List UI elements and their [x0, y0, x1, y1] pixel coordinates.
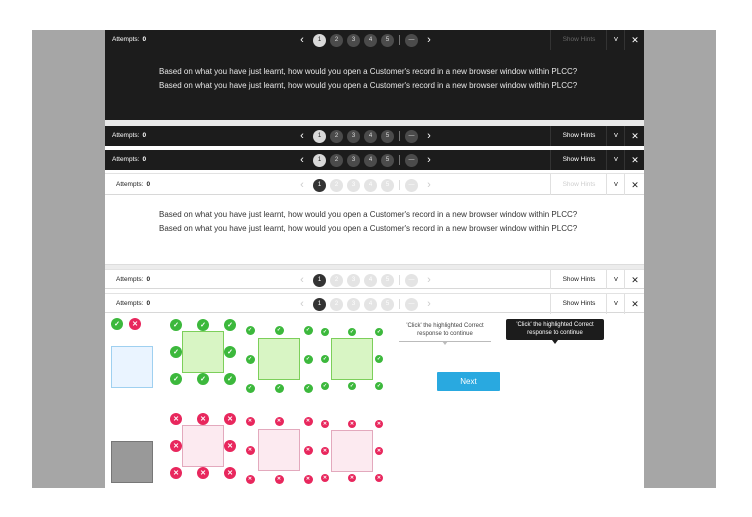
chevron-down-icon[interactable]: ˅ — [606, 126, 625, 146]
check-icon: ✓ — [246, 355, 255, 364]
cross-icon: ✕ — [322, 475, 328, 481]
show-hints-button[interactable]: Show Hints — [550, 174, 607, 196]
check-icon: ✓ — [349, 329, 355, 335]
divider — [399, 35, 400, 45]
prev-page-icon[interactable]: ‹ — [300, 154, 304, 166]
cross-icon: ✕ — [170, 413, 182, 425]
next-page-icon[interactable]: › — [427, 130, 431, 142]
show-hints-button[interactable]: Show Hints — [550, 270, 607, 290]
check-icon: ✓ — [349, 383, 355, 389]
next-button[interactable]: Next — [437, 372, 500, 391]
check-icon: ✓ — [224, 319, 236, 331]
correct-answer-box — [182, 331, 224, 373]
check-icon: ✓ — [111, 318, 123, 330]
cross-icon: ✕ — [224, 467, 236, 479]
chevron-down-icon[interactable]: ˅ — [606, 174, 625, 196]
question-panel-dark — [105, 50, 644, 120]
check-icon: ✓ — [197, 319, 209, 331]
page-2[interactable]: 2 — [330, 298, 343, 311]
page-more[interactable]: — — [405, 179, 418, 192]
page-2[interactable]: 2 — [330, 274, 343, 287]
incorrect-answer-box — [182, 425, 224, 467]
next-page-icon[interactable]: › — [427, 274, 431, 286]
page-5[interactable]: 5 — [381, 34, 394, 47]
page-1[interactable]: 1 — [313, 154, 326, 167]
divider — [399, 155, 400, 165]
page-4[interactable]: 4 — [364, 179, 377, 192]
check-icon: ✓ — [322, 356, 328, 362]
check-icon: ✓ — [246, 384, 255, 393]
cross-icon: ✕ — [304, 417, 313, 426]
page-5[interactable]: 5 — [381, 274, 394, 287]
page-5[interactable]: 5 — [381, 154, 394, 167]
attempts-counter: Attempts: 0 — [116, 300, 151, 307]
cross-icon: ✕ — [170, 440, 182, 452]
cross-icon: ✕ — [376, 475, 382, 481]
attempts-counter: Attempts: 0 — [116, 276, 151, 283]
question-text: Based on what you have just learnt, how would you open a Customer's record in a new browser window within PLCC? Based on what you have just learnt, how would you open a Customer's record in a new browser window within PLCC? — [159, 67, 578, 90]
chevron-down-icon[interactable]: ˅ — [606, 270, 625, 290]
question-bar-light-3 — [105, 293, 644, 313]
divider — [399, 275, 400, 285]
attempts-counter: Attempts: 0 — [112, 156, 147, 163]
page-1[interactable]: 1 — [313, 274, 326, 287]
page-3[interactable]: 3 — [347, 154, 360, 167]
page-3[interactable]: 3 — [347, 130, 360, 143]
correct-answer-box — [258, 338, 300, 380]
pagination — [295, 270, 436, 290]
page-more[interactable]: — — [405, 298, 418, 311]
page-5[interactable]: 5 — [381, 179, 394, 192]
question-panel-light — [105, 195, 644, 265]
check-icon: ✓ — [304, 384, 313, 393]
check-icon: ✓ — [197, 373, 209, 385]
cross-icon: ✕ — [376, 448, 382, 454]
page-2[interactable]: 2 — [330, 34, 343, 47]
next-page-icon[interactable]: › — [427, 34, 431, 46]
cross-icon: ✕ — [322, 448, 328, 454]
check-icon: ✓ — [322, 329, 328, 335]
next-page-icon[interactable]: › — [427, 298, 431, 310]
prev-page-icon[interactable]: ‹ — [300, 179, 304, 191]
page-3[interactable]: 3 — [347, 274, 360, 287]
page-more[interactable]: — — [405, 274, 418, 287]
question-bar-dark-3 — [105, 150, 644, 170]
cross-icon: ✕ — [197, 413, 209, 425]
divider — [399, 180, 400, 190]
check-icon: ✓ — [376, 356, 382, 362]
check-icon: ✓ — [224, 346, 236, 358]
check-icon: ✓ — [376, 329, 382, 335]
cross-icon: ✕ — [224, 440, 236, 452]
cross-icon: ✕ — [246, 446, 255, 455]
question-bar-dark-1 — [105, 30, 644, 50]
check-icon: ✓ — [170, 346, 182, 358]
question-bar-dark-2 — [105, 126, 644, 146]
page-1[interactable]: 1 — [313, 34, 326, 47]
cross-icon: ✕ — [349, 421, 355, 427]
check-icon: ✓ — [322, 383, 328, 389]
show-hints-button[interactable]: Show Hints — [550, 126, 607, 146]
close-icon[interactable]: ✕ — [624, 174, 644, 196]
attempts-counter: Attempts: 0 — [112, 36, 147, 43]
correct-answer-box — [331, 338, 373, 380]
page-4[interactable]: 4 — [364, 298, 377, 311]
cross-icon: ✕ — [275, 417, 284, 426]
page-5[interactable]: 5 — [381, 298, 394, 311]
check-icon: ✓ — [170, 319, 182, 331]
chevron-down-icon[interactable]: ˅ — [606, 150, 625, 170]
page-2[interactable]: 2 — [330, 154, 343, 167]
hint-tooltip-dark: 'Click' the highlighted Correct response to continue — [506, 319, 604, 340]
component-sheet — [105, 30, 644, 488]
page-more[interactable]: — — [405, 130, 418, 143]
page-1[interactable]: 1 — [313, 298, 326, 311]
check-icon: ✓ — [275, 384, 284, 393]
page-4[interactable]: 4 — [364, 34, 377, 47]
check-icon: ✓ — [376, 383, 382, 389]
page-4[interactable]: 4 — [364, 130, 377, 143]
cross-icon: ✕ — [246, 475, 255, 484]
chevron-down-icon[interactable]: ˅ — [606, 294, 625, 314]
show-hints-button[interactable]: Show Hints — [550, 30, 607, 50]
prev-page-icon[interactable]: ‹ — [300, 274, 304, 286]
cross-icon: ✕ — [376, 421, 382, 427]
page-4[interactable]: 4 — [364, 274, 377, 287]
incorrect-answer-box — [331, 430, 373, 472]
chevron-down-icon[interactable]: ˅ — [606, 30, 625, 50]
cross-icon: ✕ — [246, 417, 255, 426]
hint-tooltip-light: 'Click' the highlighted Correct response to continue — [399, 322, 491, 342]
cross-icon: ✕ — [304, 446, 313, 455]
show-hints-button[interactable]: Show Hints — [550, 294, 607, 314]
page-2[interactable]: 2 — [330, 130, 343, 143]
question-bar-light-2 — [105, 269, 644, 289]
page-3[interactable]: 3 — [347, 34, 360, 47]
cross-icon: ✕ — [349, 475, 355, 481]
pagination — [295, 174, 436, 196]
question-bar-light-1 — [105, 173, 644, 195]
show-hints-button[interactable]: Show Hints — [550, 150, 607, 170]
close-icon[interactable]: ✕ — [624, 270, 644, 290]
page-5[interactable]: 5 — [381, 130, 394, 143]
page-1[interactable]: 1 — [313, 130, 326, 143]
page-2[interactable]: 2 — [330, 179, 343, 192]
page-3[interactable]: 3 — [347, 179, 360, 192]
divider — [399, 131, 400, 141]
page-1[interactable]: 1 — [313, 179, 326, 192]
close-icon[interactable]: ✕ — [624, 150, 644, 170]
neutral-answer-box — [111, 346, 153, 388]
pagination — [295, 30, 436, 50]
check-icon: ✓ — [275, 326, 284, 335]
check-icon: ✓ — [224, 373, 236, 385]
cross-icon: ✕ — [304, 475, 313, 484]
close-icon[interactable]: ✕ — [624, 294, 644, 314]
cross-icon: ✕ — [224, 413, 236, 425]
page-more[interactable]: — — [405, 34, 418, 47]
page-3[interactable]: 3 — [347, 298, 360, 311]
pagination — [295, 126, 436, 146]
next-page-icon[interactable]: › — [427, 179, 431, 191]
pagination — [295, 294, 436, 314]
check-icon: ✓ — [304, 326, 313, 335]
check-icon: ✓ — [170, 373, 182, 385]
prev-page-icon[interactable]: ‹ — [300, 130, 304, 142]
page-4[interactable]: 4 — [364, 154, 377, 167]
question-text: Based on what you have just learnt, how would you open a Customer's record in a new browser window within PLCC? Based on what you have just learnt, how would you open a Customer's record in a new browser window within PLCC? — [159, 210, 578, 233]
check-icon: ✓ — [246, 326, 255, 335]
close-icon[interactable]: ✕ — [624, 126, 644, 146]
check-icon: ✓ — [304, 355, 313, 364]
cross-icon: ✕ — [275, 475, 284, 484]
cross-icon: ✕ — [322, 421, 328, 427]
prev-page-icon[interactable]: ‹ — [300, 34, 304, 46]
next-page-icon[interactable]: › — [427, 154, 431, 166]
page-more[interactable]: — — [405, 154, 418, 167]
divider — [399, 299, 400, 309]
incorrect-answer-box — [258, 429, 300, 471]
close-icon[interactable]: ✕ — [624, 30, 644, 50]
prev-page-icon[interactable]: ‹ — [300, 298, 304, 310]
disabled-answer-box — [111, 441, 153, 483]
pagination — [295, 150, 436, 170]
cross-icon: ✕ — [197, 467, 209, 479]
cross-icon: ✕ — [129, 318, 141, 330]
attempts-counter: Attempts: 0 — [116, 181, 151, 188]
cross-icon: ✕ — [170, 467, 182, 479]
attempts-counter: Attempts: 0 — [112, 132, 147, 139]
